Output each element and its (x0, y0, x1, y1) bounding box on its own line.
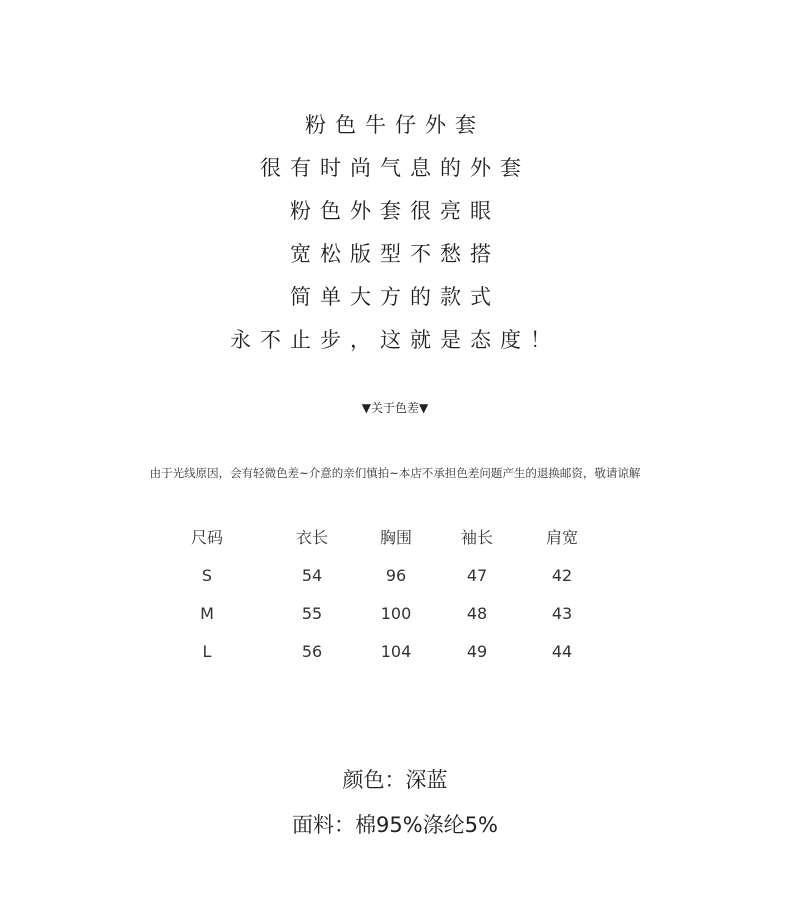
color-difference-note: 由于光线原因，会有轻微色差~介意的亲们慎拍~本店不承担色差问题产生的退换邮资，敬请谅解 (149, 466, 641, 480)
sleeve-header: 袖长 (460, 528, 493, 547)
size-cell: S (201, 566, 213, 585)
color-difference-heading: ▼关于色差▼ (361, 401, 429, 415)
sleeve-cell: 47 (466, 566, 488, 585)
product-fabric: 面料：棉95%涤纶5% (292, 813, 498, 837)
shoulder-cell: 43 (551, 604, 573, 623)
size-header: 尺码 (190, 528, 223, 547)
chest-cell: 100 (380, 604, 412, 623)
sleeve-cell: 49 (466, 642, 488, 661)
chest-cell: 96 (385, 566, 407, 585)
size-table-header-row (0, 525, 790, 551)
slogan-line-1: 粉色牛仔外套 (305, 113, 485, 137)
product-color: 颜色：深蓝 (342, 768, 448, 792)
slogan-line-4: 宽松版型不愁搭 (290, 242, 500, 266)
shoulder-cell: 42 (551, 566, 573, 585)
sleeve-cell: 48 (466, 604, 488, 623)
slogan-line-2: 很有时尚气息的外套 (260, 156, 530, 180)
chest-header: 胸围 (379, 528, 412, 547)
size-cell: L (202, 642, 212, 661)
chest-cell: 104 (380, 642, 412, 661)
slogan-line-6: 永不止步，这就是态度！ (230, 328, 560, 352)
table-row (0, 639, 790, 665)
length-cell: 54 (301, 566, 323, 585)
length-cell: 55 (301, 604, 323, 623)
shoulder-header: 肩宽 (545, 528, 578, 547)
shoulder-cell: 44 (551, 642, 573, 661)
length-header: 衣长 (295, 528, 328, 547)
table-row (0, 563, 790, 589)
length-cell: 56 (301, 642, 323, 661)
table-row (0, 601, 790, 627)
slogan-line-3: 粉色外套很亮眼 (290, 199, 500, 223)
size-cell: M (200, 604, 214, 623)
slogan-line-5: 简单大方的款式 (290, 285, 500, 309)
